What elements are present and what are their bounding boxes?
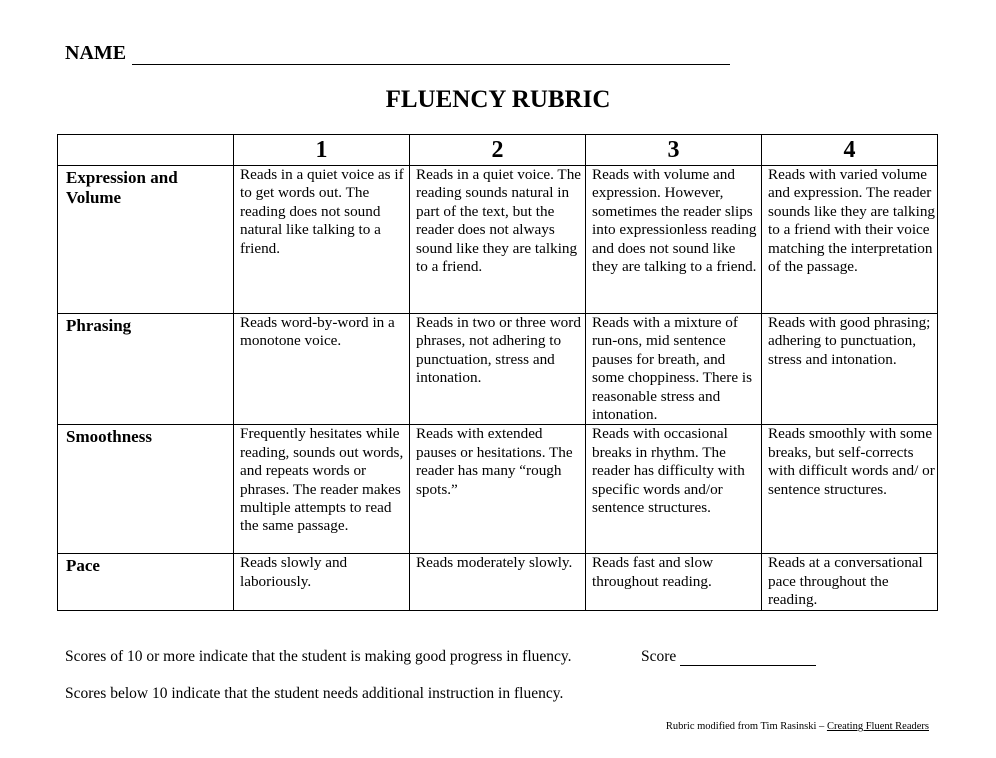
name-blank-line[interactable] [132,44,730,65]
rubric-cell: Reads in two or three word phrases, not adhering to punctuation, stress and intonation. [410,314,586,425]
page-title: FLUENCY RUBRIC [385,86,611,113]
criterion-label: Phrasing [58,314,234,425]
rubric-cell: Reads with varied volume and expression. The reader sounds like they are talking to a friend with their voice matching the interpretation of the passage. [762,166,938,314]
score-field [641,648,816,666]
rubric-cell: Reads in a quiet voice. The reading sounds natural in part of the text, but the reader does not always sound like they are talking to a friend. [410,166,586,314]
rubric-cell: Reads with extended pauses or hesitations. The reader has many “rough spots.” [410,425,586,554]
table-row-phrasing [58,314,938,425]
rubric-cell: Reads slowly and laboriously. [234,554,410,610]
table-row-expression [58,166,938,314]
fluency-rubric-table [57,134,938,611]
header-score-1: 1 [234,135,410,166]
rubric-cell: Reads with occasional breaks in rhythm. The reader has difficulty with specific words and/or sentence structures. [586,425,762,554]
rubric-cell: Reads in a quiet voice as if to get words out. The reading does not sound natural like talking to a friend. [234,166,410,314]
score-blank-line[interactable] [680,649,816,666]
note-needs-instruction: Scores below 10 indicate that the student needs additional instruction in fluency. [65,685,564,702]
rubric-cell: Reads moderately slowly. [410,554,586,610]
name-field [65,42,730,65]
table-row-smoothness [58,425,938,554]
credit-source-title: Creating Fluent Readers [826,721,929,732]
header-score-4: 4 [762,135,938,166]
rubric-cell: Reads smoothly with some breaks, but self-corrects with difficult words and/ or sentence structures. [762,425,938,554]
rubric-cell: Frequently hesitates while reading, sounds out words, and repeats words or phrases. The reader makes multiple attempts to read the same passage. [234,425,410,554]
header-blank [58,135,234,166]
table-header-row [58,135,938,166]
rubric-cell: Reads with a mixture of run-ons, mid sentence pauses for breath, and some choppiness. There is reasonable stress and intonation. [586,314,762,425]
header-score-2: 2 [410,135,586,166]
rubric-cell: Reads with good phrasing; adhering to punctuation, stress and intonation. [762,314,938,425]
rubric-cell: Reads word-by-word in a monotone voice. [234,314,410,425]
table-row-pace [58,554,938,610]
rubric-cell: Reads fast and slow throughout reading. [586,554,762,610]
note-good-progress: Scores of 10 or more indicate that the student is making good progress in fluency. [65,648,572,665]
header-score-3: 3 [586,135,762,166]
credit-prefix: Rubric modified from Tim Rasinski – [665,721,827,732]
criterion-label: Pace [58,554,234,610]
name-label: NAME [65,42,127,64]
source-credit [666,721,929,732]
rubric-cell: Reads at a conversational pace throughout the reading. [762,554,938,610]
score-label: Score [641,648,677,665]
rubric-cell: Reads with volume and expression. However, sometimes the reader slips into expressionless reading and does not sound like they are talking to a friend. [586,166,762,314]
criterion-label: Smoothness [58,425,234,554]
criterion-label: Expression and Volume [58,166,234,314]
